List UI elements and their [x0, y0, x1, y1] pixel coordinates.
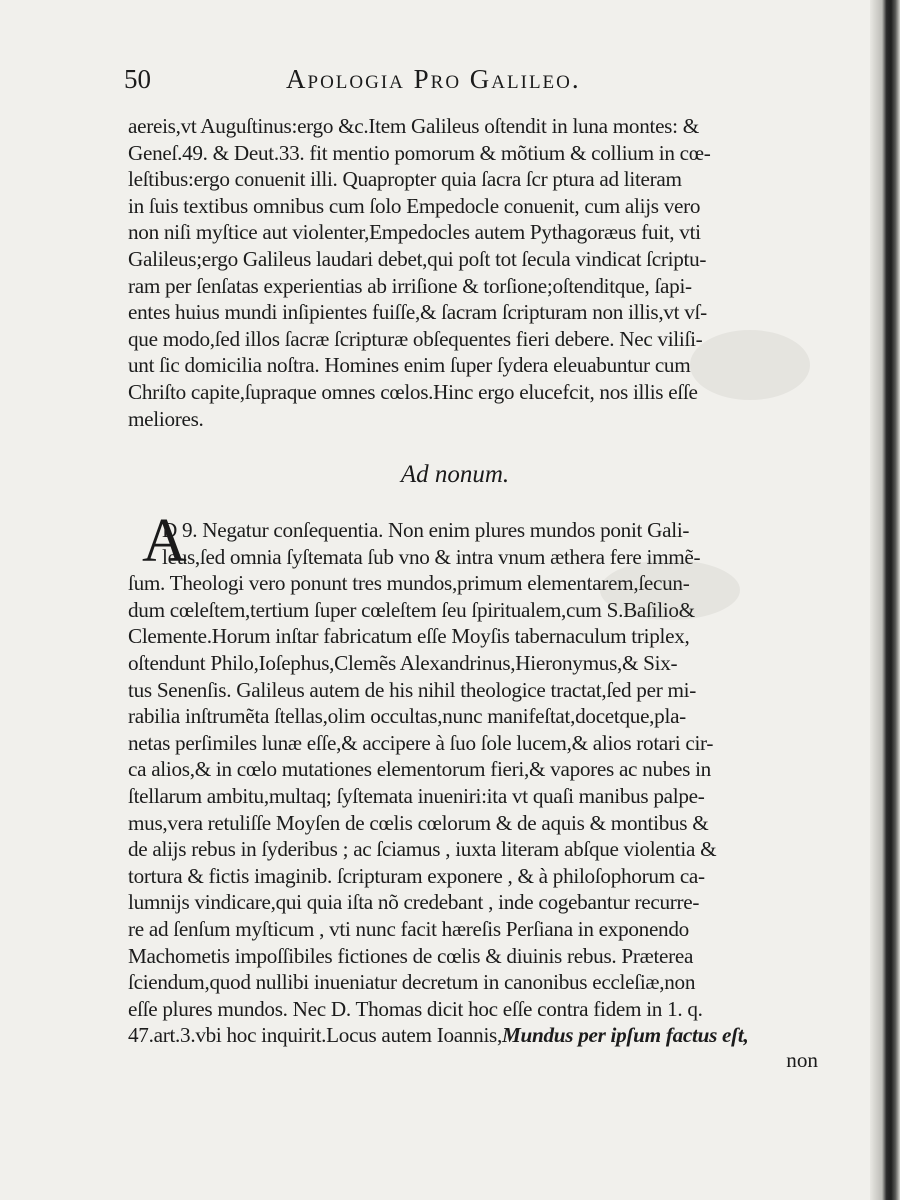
- running-title: Apologia Pro Galileo.: [286, 64, 581, 94]
- text-line: que modo,ſed illos ſacræ ſcripturæ obſequentes fieri debere. Nec viliſi-: [128, 326, 703, 351]
- text-line: netas perſimiles lunæ eſſe,& accipere à ſuo ſole lucem,& alios rotari cir-: [128, 730, 714, 755]
- text-line: unt ſic domicilia noſtra. Homines enim ſuper ſydera eleuabuntur cum: [128, 353, 691, 378]
- text-line: Galileus;ergo Galileus laudari debet,qui poſt tot ſecula vindicat ſcriptu-: [128, 246, 707, 271]
- text-line: ca alios,& in cœlo mutationes elementorum fieri,& vapores ac nubes in: [128, 757, 711, 782]
- scan-edge: [870, 0, 900, 1200]
- text-line: D 9. Negatur conſequentia. Non enim plures mundos ponit Gali-: [162, 518, 690, 542]
- text-line: re ad ſenſum myſticum , vti nunc facit hæreſis Perſiana in exponendo: [128, 916, 689, 941]
- text-line: leſtibus:ergo conuenit illi. Quapropter quia ſacra ſcr ptura ad literam: [128, 167, 682, 192]
- paper-stain: [690, 330, 810, 400]
- text-line: oſtendunt Philo,Ioſephus,Clemẽs Alexandrinus,Hieronymus,& Six-: [128, 650, 678, 675]
- text-line: Geneſ.49. & Deut.33. fit mentio pomorum & mõtium & collium in cœ-: [128, 140, 711, 165]
- text-line: ſciendum,quod nullibi inueniatur decretum in canonibus eccleſiæ,non: [128, 970, 696, 995]
- text-line: ſtellarum ambitu,multaq; ſyſtemata inueniri:ita vt quaſi manibus palpe-: [128, 783, 705, 808]
- drop-cap: A: [142, 507, 187, 575]
- text-line: lumnijs vindicare,qui quia iſta nõ credebant , inde cogebantur recurre-: [128, 890, 700, 915]
- text-line: tortura & fictis imaginib. ſcripturam exponere , & à philoſophorum ca-: [128, 863, 705, 888]
- italic-quotation: Mundus per ipſum factus eſt,: [501, 1023, 749, 1048]
- text-line: rabilia inſtrumẽta ſtellas,olim occultas,nunc manifeſtat,docetque,pla-: [128, 704, 686, 729]
- text-span: 47.art.3.vbi hoc inquirit.Locus autem Ioannis,: [128, 1023, 502, 1048]
- text-line: in ſuis textibus omnibus cum ſolo Empedocle conuenit, cum alijs vero: [128, 193, 701, 218]
- catchword: non: [786, 1048, 818, 1072]
- paper-stain: [600, 560, 740, 620]
- text-line: [128, 1022, 840, 1049]
- text-line: mus,vera retuliſſe Moyſen de cœlis cœlorum & de aquis & montibus &: [128, 810, 709, 835]
- text-line: entes huius mundi inſipientes fuiſſe,& ſacram ſcripturam non illis,vt vſ-: [128, 300, 707, 325]
- section-heading: Ad nonum.: [400, 461, 510, 488]
- page-header: [124, 64, 824, 104]
- text-line: non niſi myſtice aut violenter,Empedocles autem Pythagoræus fuit, vti: [128, 220, 701, 245]
- text-line: tus Senenſis. Galileus autem de his nihil theologice tractat,ſed per mi-: [128, 677, 696, 702]
- text-line: ram per ſenſatas experientias ab irriſione & torſione;oſtenditque, ſapi-: [128, 273, 692, 298]
- text-line: dum cœleſtem,tertium ſuper cœleſtem ſeu ſpiritualem,cum S.Baſilio&: [128, 597, 695, 622]
- text-line: Clemente.Horum inſtar fabricatum eſſe Moyſis tabernaculum triplex,: [128, 624, 690, 649]
- text-line: eſſe plures mundos. Nec D. Thomas dicit hoc eſſe contra fidem in 1. q.: [128, 996, 703, 1021]
- text-line: meliores.: [128, 406, 204, 431]
- text-line: de alijs rebus in ſyderibus ; ac ſciamus , iuxta literam abſque violentia &: [128, 837, 717, 862]
- text-line: leus,ſed omnia ſyſtemata ſub vno & intra vnum æthera fere immẽ-: [162, 544, 701, 569]
- text-line: Chriſto capite,ſupraque omnes cœlos.Hinc ergo elucefcit, nos illis eſſe: [128, 379, 698, 404]
- text-line: ſum. Theologi vero ponunt tres mundos,primum elementarem,ſecun-: [128, 571, 690, 596]
- page-number: 50: [124, 64, 151, 94]
- text-line: Machometis impoſſibiles fictiones de cœlis & diuinis rebus. Præterea: [128, 943, 694, 968]
- text-line: aereis,vt Auguſtinus:ergo &c.Item Galileus oſtendit in luna montes: &: [128, 114, 699, 138]
